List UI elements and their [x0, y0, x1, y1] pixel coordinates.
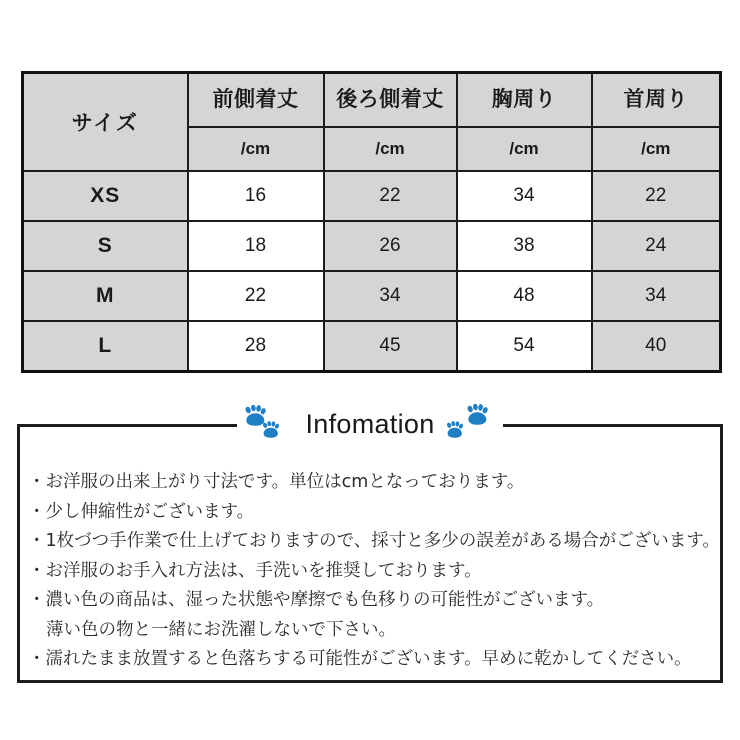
- cell-back-length: 26: [324, 221, 457, 271]
- cell-size: XS: [23, 171, 188, 221]
- cell-neck: 22: [592, 171, 721, 221]
- information-line-text: 濃い色の商品は、湿った状態や摩擦でも色移りの可能性がございます。: [45, 590, 605, 610]
- table-header-chest: 胸周り: [457, 73, 592, 128]
- information-line-text: 濡れたまま放置すると色落ちする可能性がございます。早めに乾かしてください。: [45, 649, 692, 669]
- cell-size: S: [23, 221, 188, 271]
- information-line: [28, 468, 714, 498]
- cell-chest: 54: [457, 321, 592, 372]
- information-line: [28, 645, 714, 675]
- information-title: Infomation: [305, 408, 435, 439]
- table-row: [23, 321, 721, 372]
- information-line-text: お洋服のお手入れ方法は、手洗いを推奨しております。: [45, 560, 482, 581]
- size-chart-table: [21, 71, 722, 373]
- table-header-row-main: [23, 73, 721, 128]
- information-bullet: ・: [28, 590, 46, 610]
- table-row: [23, 271, 721, 321]
- cell-neck: 24: [592, 221, 721, 271]
- table-header-size: サイズ: [23, 73, 188, 172]
- information-body: [28, 468, 720, 675]
- information-bullet: ・: [28, 501, 46, 522]
- table-row: [23, 221, 721, 271]
- information-bullet: ・: [28, 531, 46, 551]
- information-line: [28, 586, 714, 616]
- information-bullet: ・: [28, 649, 46, 669]
- cell-front-length: 22: [188, 271, 324, 321]
- size-chart-table-container: [21, 71, 719, 362]
- information-line: [28, 527, 720, 557]
- information-line: [28, 498, 714, 528]
- cell-front-length: 16: [188, 171, 324, 221]
- table-header-front-length: 前側着丈: [188, 73, 324, 128]
- table-header-back-length: 後ろ側着丈: [324, 73, 457, 128]
- information-bullet: ・: [28, 472, 46, 492]
- information-line: [28, 557, 714, 587]
- cell-chest: 48: [457, 271, 592, 321]
- table-header-neck: 首周り: [592, 73, 721, 128]
- cell-size: L: [23, 321, 188, 372]
- information-line-text: 少し伸縮性がございます。: [45, 501, 255, 522]
- cell-front-length: 28: [188, 321, 324, 372]
- paw-print-icon: [465, 404, 489, 426]
- cell-back-length: 34: [324, 271, 457, 321]
- table-row: [23, 171, 721, 221]
- information-line-text: 1枚づつ手作業で仕上げておりますので、採寸と多少の誤差がある場合がございます。: [45, 531, 720, 551]
- cell-chest: 38: [457, 221, 592, 271]
- information-line-text: お洋服の出来上がり寸法です。単位はcmとなっております。: [45, 472, 525, 492]
- information-line-text: 薄い色の物と一緒にお洗濯しないで下さい。: [46, 619, 396, 640]
- table-header-unit-chest: /cm: [457, 127, 592, 171]
- table-header-unit-back-length: /cm: [324, 127, 457, 171]
- information-line-continuation: [28, 616, 714, 646]
- cell-back-length: 45: [324, 321, 457, 372]
- cell-front-length: 18: [188, 221, 324, 271]
- cell-back-length: 22: [324, 171, 457, 221]
- information-bullet: ・: [28, 560, 46, 581]
- table-header-unit-neck: /cm: [592, 127, 721, 171]
- cell-size: M: [23, 271, 188, 321]
- cell-neck: 40: [592, 321, 721, 372]
- cell-neck: 34: [592, 271, 721, 321]
- cell-chest: 34: [457, 171, 592, 221]
- table-header-unit-front-length: /cm: [188, 127, 324, 171]
